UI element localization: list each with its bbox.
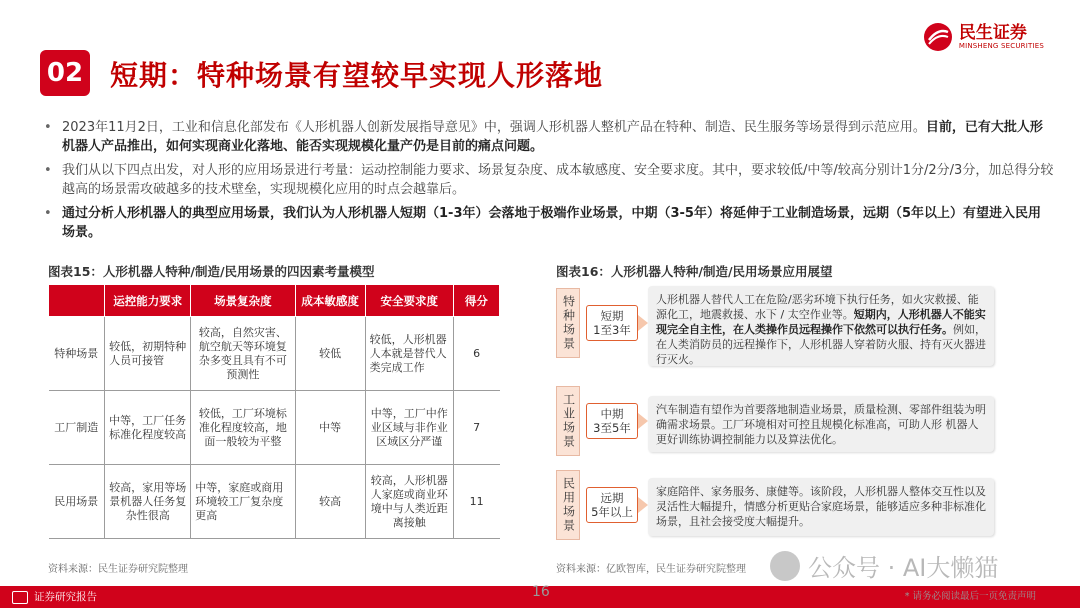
bullet-bold-text: 目前，已有大批人形机器人产品推出，如何实现商业化落地、能否实现规模化量产仍是目前的痛点问题。 bbox=[62, 120, 1043, 154]
scenario-tag: 民用场景 bbox=[556, 470, 580, 540]
table-cell: 11 bbox=[453, 465, 499, 539]
bullet-item bbox=[44, 161, 1054, 199]
table-cell: 7 bbox=[453, 391, 499, 465]
footer-label: 证券研究报告 bbox=[34, 591, 97, 603]
table-cell: 较高，家用等场景机器人任务复杂性很高 bbox=[105, 465, 191, 539]
bullet-dot-icon: • bbox=[44, 120, 52, 135]
table-cell: 中等，工厂中作业区域与非作业区域区分严谨 bbox=[365, 391, 453, 465]
table-cell: 较高，人形机器人家庭或商业环境中与人类近距离接触 bbox=[365, 465, 453, 539]
table-header-cell: 成本敏感度 bbox=[295, 285, 365, 317]
table-header-cell: 安全要求度 bbox=[365, 285, 453, 317]
bullet-text: 2023年11月2日，工业和信息化部发布《人形机器人创新发展指导意见》中，强调人形机器人整机产品在特种、制造、民生服务等场景得到示范应用。 bbox=[62, 120, 926, 135]
wechat-icon bbox=[770, 551, 800, 581]
table-row bbox=[49, 391, 500, 465]
page-number: 16 bbox=[532, 584, 550, 600]
scenario-tag: 工业场景 bbox=[556, 386, 580, 456]
description-tail-text: 例如，在人类消防员的远程操作下，人形机器人穿着防火服、持有灭火器进行灭火。 bbox=[656, 323, 986, 366]
term-box: 中期 3至5年 bbox=[586, 403, 638, 439]
table-cell: 较低 bbox=[295, 317, 365, 391]
description-text: 家庭陪伴、家务服务、康健等。该阶段，人形机器人整体交互性以及灵活性大幅提升，情感分析更贴合家庭场景，能够适应多种非标准化场景，且社会接受度大幅提升。 bbox=[656, 485, 986, 528]
figure16-title: 图表16：人形机器人特种/制造/民用场景应用展望 bbox=[556, 264, 833, 279]
table-header-cell: 运控能力要求 bbox=[105, 285, 191, 317]
table-cell: 中等，工厂任务标准化程度较高 bbox=[105, 391, 191, 465]
four-factor-model-table bbox=[48, 284, 500, 539]
arrow-right-icon bbox=[638, 413, 648, 429]
bullet-list bbox=[44, 118, 1054, 247]
page-title: 短期：特种场景有望较早实现人形落地 bbox=[110, 59, 604, 92]
section-number-badge: 02 bbox=[40, 50, 90, 96]
table-cell: 较低，人形机器人本就是替代人类完成工作 bbox=[365, 317, 453, 391]
minsheng-logo-icon bbox=[923, 22, 953, 52]
watermark-text: 公众号 · AI大懒猫 bbox=[808, 554, 999, 582]
table-header-row bbox=[49, 285, 500, 317]
disclaimer-text: * 请务必阅读最后一页免责声明 bbox=[904, 591, 1036, 602]
bullet-bold-text: 通过分析人形机器人的典型应用场景，我们认为人形机器人短期（1-3年）会落地于极端作业场景，中期（3-5年）将延伸于工业制造场景，远期（5年以上）有望进入民用场景。 bbox=[62, 206, 1042, 240]
figure15-source: 资料来源：民生证券研究院整理 bbox=[48, 564, 188, 575]
arrow-right-icon bbox=[638, 315, 648, 331]
table-cell: 较低，工厂环境标准化程度较高，地面一般较为平整 bbox=[191, 391, 295, 465]
logo-english-name: MINSHENG SECURITIES bbox=[958, 42, 1044, 50]
table-cell: 特种场景 bbox=[49, 317, 105, 391]
bullet-dot-icon: • bbox=[44, 163, 52, 178]
table-row bbox=[49, 317, 500, 391]
logo-chinese-name: 民生证券 bbox=[958, 23, 1027, 43]
scenario-description bbox=[648, 286, 994, 366]
table-header-cell bbox=[49, 285, 105, 317]
table-row bbox=[49, 465, 500, 539]
scenario-tag: 特种场景 bbox=[556, 288, 580, 358]
table-cell: 6 bbox=[453, 317, 499, 391]
table-header-cell: 得分 bbox=[453, 285, 499, 317]
bullet-item bbox=[44, 118, 1054, 156]
wechat-watermark bbox=[770, 548, 998, 583]
bullet-text: 我们从以下四点出发，对人形的应用场景进行考量：运动控制能力要求、场景复杂度、成本敏感度、安全要求度。其中，要求较低/中等/较高分别计1分/2分/3分，加总得分较越高的场景需攻破越多的技术壁垒，实现规模化应用的时点会越靠后。 bbox=[62, 163, 1054, 197]
bullet-item bbox=[44, 204, 1054, 242]
scenario-description bbox=[648, 396, 994, 452]
table-cell: 中等 bbox=[295, 391, 365, 465]
table-cell: 较高，自然灾害、航空航天等环境复杂多变且具有不可预测性 bbox=[191, 317, 295, 391]
table-cell: 民用场景 bbox=[49, 465, 105, 539]
table-cell: 工厂制造 bbox=[49, 391, 105, 465]
description-text: 人形机器人替代人工在危险/恶劣环境下执行任务，如火灾救援、能源化工，地震救援、水下 / 太空作业等。 bbox=[656, 293, 979, 321]
table-header-cell: 场景复杂度 bbox=[191, 285, 295, 317]
figure15-title: 图表15：人形机器人特种/制造/民用场景的四因素考量模型 bbox=[48, 264, 375, 279]
arrow-right-icon bbox=[638, 497, 648, 513]
description-bold-text: 短期内，人形机器人不能实现完全自主性，在人类操作员远程操作下依然可以执行任务。 bbox=[656, 308, 986, 336]
scenario-outlook-diagram bbox=[556, 286, 996, 556]
scenario-description bbox=[648, 478, 994, 536]
book-icon bbox=[12, 591, 28, 604]
brand-logo bbox=[923, 22, 1044, 52]
term-box: 远期 5年以上 bbox=[586, 487, 638, 523]
table-cell: 较低，初期特种人员可接管 bbox=[105, 317, 191, 391]
bullet-dot-icon: • bbox=[44, 206, 52, 221]
table-cell: 较高 bbox=[295, 465, 365, 539]
figure16-source: 资料来源：亿欧智库，民生证券研究院整理 bbox=[556, 564, 746, 575]
term-box: 短期 1至3年 bbox=[586, 305, 638, 341]
description-text: 汽车制造有望作为首要落地制造业场景，质量检测、零部件组装为明确需求场景。工厂环境相对可控且规模化标准高，可助人形 机器人更好训练协调控制能力以及算法优化。 bbox=[656, 403, 986, 446]
table-cell: 中等，家庭或商用环境较工厂复杂度更高 bbox=[191, 465, 295, 539]
